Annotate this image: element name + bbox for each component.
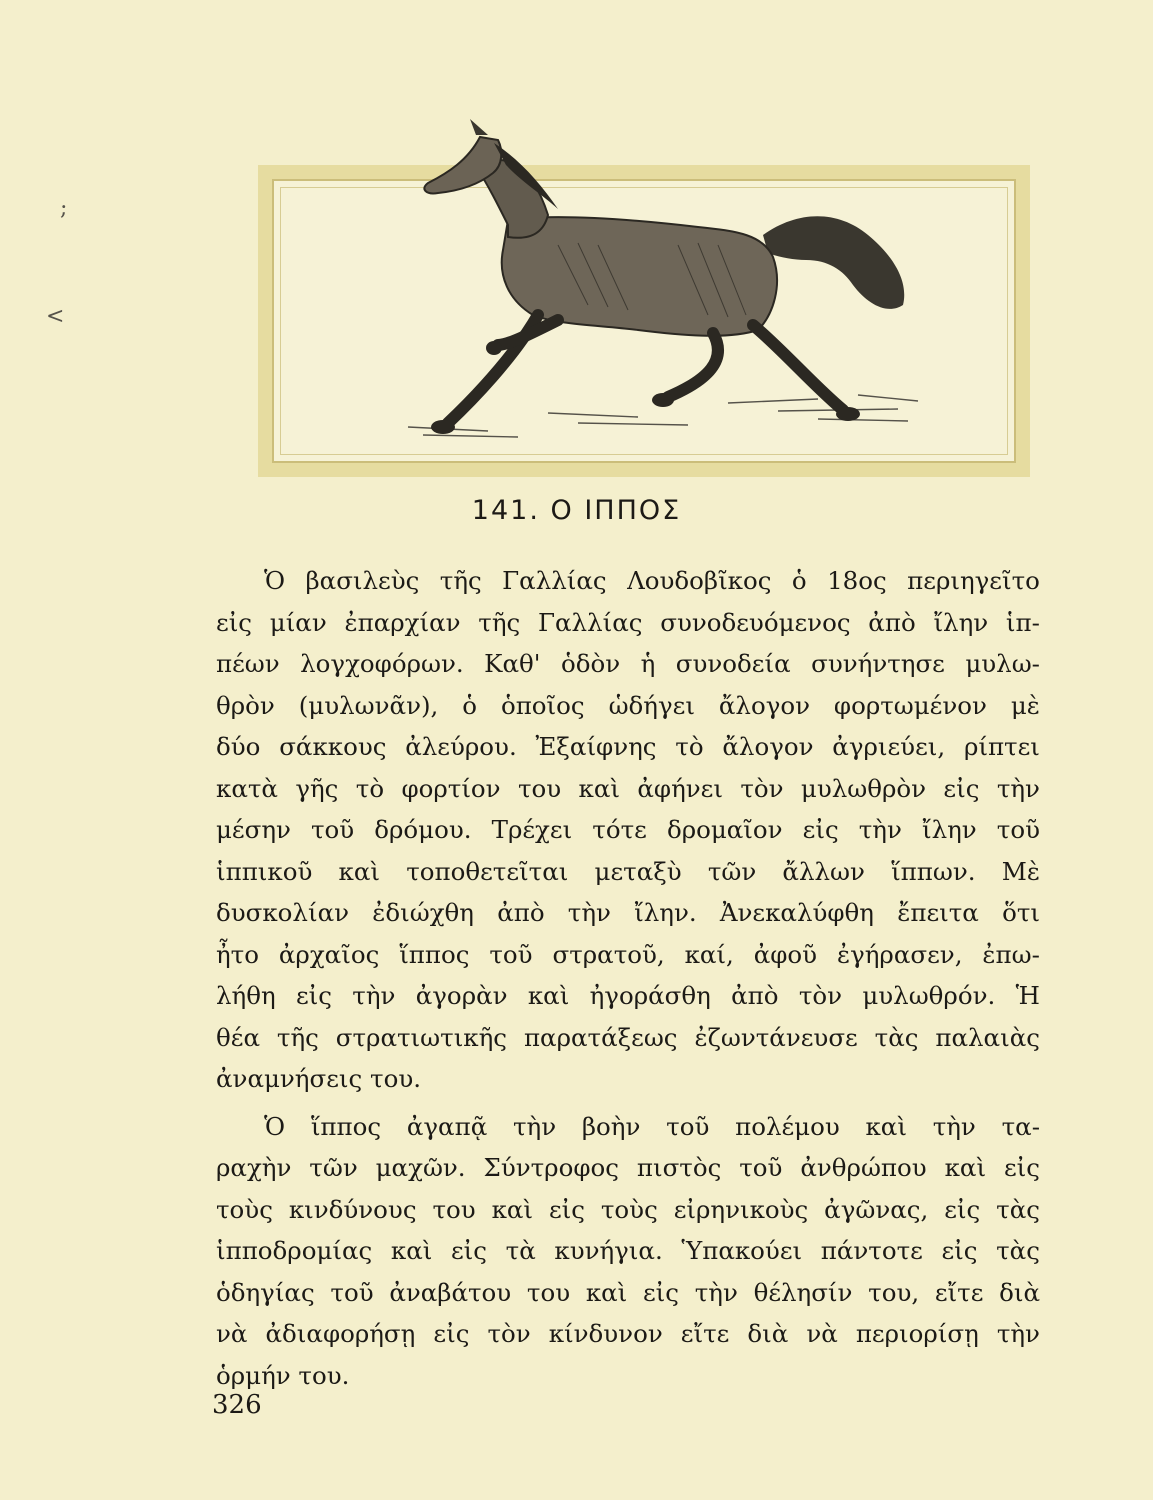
- page-number: 326: [212, 1390, 262, 1420]
- text-line: θρὸν (μυλωνᾶν), ὁ ὁποῖος ὡδήγει ἄλογον φορτωμένον μὲ: [216, 690, 1040, 720]
- text-line: ἱπποδρομίας καὶ εἰς τὰ κυνήγια. Ὑπακούει πάντοτε εἰς τὰς: [216, 1236, 1040, 1265]
- page-speck: <: [46, 304, 65, 329]
- text-line: λήθη εἰς τὴν ἀγορὰν καὶ ἠγοράσθη ἀπὸ τὸν μυλωθρόν. Ἡ: [216, 981, 1040, 1010]
- text-line: θέα τῆς στρατιωτικῆς παρατάξεως ἐζωντάνευσε τὰς παλαιὰς: [216, 1022, 1040, 1052]
- text-line: δυσκολίαν ἐδιώχθη ἀπὸ τὴν ἴλην. Ἀνεκαλύφθη ἔπειτα ὅτι: [216, 898, 1040, 927]
- paragraph: [216, 560, 1040, 1100]
- text-line: Ὁ ἵππος ἀγαπᾷ τὴν βοὴν τοῦ πολέμου καὶ τὴν τα-: [264, 1111, 1040, 1141]
- text-line: ἦτο ἀρχαῖος ἵππος τοῦ στρατοῦ, καί, ἀφοῦ ἐγήρασεν, ἐπω-: [216, 939, 1040, 969]
- text-line: ραχὴν τῶν μαχῶν. Σύντροφος πιστὸς τοῦ ἀνθρώπου καὶ εἰς: [216, 1153, 1040, 1182]
- horse-drawing: [258, 165, 1030, 477]
- text-line: τοὺς κινδύνους του καὶ εἰς τοὺς εἰρηνικοὺς ἀγῶνας, εἰς τὰς: [216, 1194, 1040, 1224]
- paragraph: [216, 1106, 1040, 1397]
- body-text: [216, 560, 1040, 1396]
- horse-ear: [470, 119, 488, 135]
- page-speck: ;: [60, 196, 68, 221]
- text-line: μέσην τοῦ δρόμου. Τρέχει τότε δρομαῖον εἰς τὴν ἴλην τοῦ: [216, 815, 1040, 844]
- text-line: Ὁ βασιλεὺς τῆς Γαλλίας Λουδοβῖκος ὁ 18ος περιηγεῖτο: [264, 566, 1040, 595]
- text-line: ἀναμνήσεις του.: [216, 1064, 421, 1093]
- chapter-title: 141. Ο ΙΠΠΟΣ: [471, 495, 682, 526]
- text-line: ὁρμήν του.: [216, 1360, 350, 1390]
- text-line: ἱππικοῦ καὶ τοποθετεῖται μεταξὺ τῶν ἄλλων ἵππων. Μὲ: [216, 856, 1040, 886]
- horse-hooves: [431, 341, 860, 434]
- text-line: κατὰ γῆς τὸ φορτίον του καὶ ἀφήνει τὸν μυλωθρὸν εἰς τὴν: [216, 773, 1040, 803]
- text-line: δύο σάκκους ἀλεύρου. Ἐξαίφνης τὸ ἄλογον ἀγριεύει, ρίπτει: [216, 732, 1040, 761]
- text-line: νὰ ἀδιαφορήσῃ εἰς τὸν κίνδυνον εἴτε διὰ νὰ περιορίσῃ τὴν: [216, 1319, 1040, 1348]
- horse-tail: [763, 216, 904, 309]
- horse-illustration-frame: [258, 165, 1030, 477]
- text-line: ὁδηγίας τοῦ ἀναβάτου του καὶ εἰς τὴν θέλησίν του, εἴτε διὰ: [216, 1277, 1040, 1307]
- text-line: πέων λογχοφόρων. Καθ' ὁδὸν ἡ συνοδεία συνήντησε μυλω-: [216, 649, 1040, 678]
- text-line: εἰς μίαν ἐπαρχίαν τῆς Γαλλίας συνοδευόμενος ἀπὸ ἴλην ἱπ-: [216, 607, 1040, 637]
